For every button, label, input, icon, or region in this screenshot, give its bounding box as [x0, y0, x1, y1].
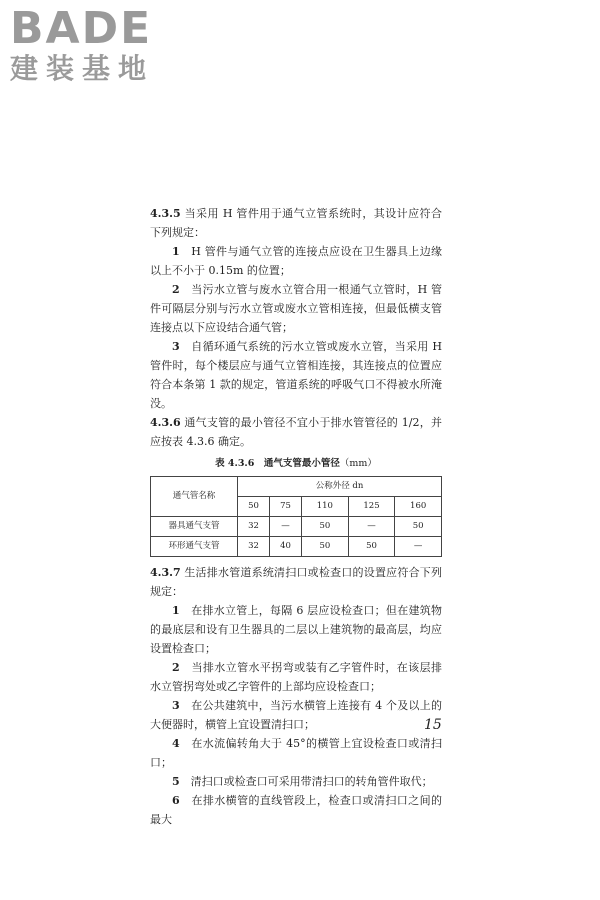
clause-item: 5 清扫口或检查口可采用带清扫口的转角管件取代；: [172, 775, 433, 788]
clause-text: 生活排水管道系统清扫口或检查口的设置应符合下列规定：: [150, 566, 443, 598]
logo-subtitle: 建装基地: [10, 52, 155, 85]
clause-4-3-7: [150, 563, 442, 601]
clause-item: 1 H 管件与通气立管的连接点应设在卫生器具上边缘以上不小于 0.15m 的位置；: [150, 245, 443, 277]
table-header-dn: 公称外径 dn: [238, 477, 442, 497]
page-content: [150, 204, 442, 829]
table-size-row: 50 75 110 125 160: [151, 497, 442, 517]
clause-item: 6 在排水横管的直线管段上，检查口或清扫口之间的最大: [150, 794, 442, 826]
clause-item: 2 当污水立管与废水立管合用一根通气立管时，H 管件可隔层分别与污水立管或废水立管相连接，但最低横支管连接点以下应设结合通气管；: [150, 283, 443, 334]
clause-number: 4.3.7: [150, 566, 181, 579]
clause-number: 4.3.5: [150, 207, 181, 220]
logo-brand: BADE: [10, 3, 153, 54]
clause-number: 4.3.6: [150, 416, 181, 429]
vent-pipe-table: [150, 476, 442, 557]
table-caption: 表 4.3.6 通气支管最小管径（mm）: [215, 458, 377, 469]
page-number: 15: [424, 717, 442, 733]
clause-4-3-6: [150, 413, 442, 451]
bade-logo: [10, 3, 185, 86]
clause-text: 通气支管的最小管径不宜小于排水管管径的 1/2，并应按表 4.3.6 确定。: [150, 416, 442, 448]
clause-item: 3 自循环通气系统的污水立管或废水立管，当采用 H 管件时，每个楼层应与通气立管相连接，其连接点的位置应符合本条第 1 款的规定，管道系统的呼吸气口不得被水所淹没。: [150, 340, 442, 410]
clause-item: 1 在排水立管上，每隔 6 层应设检查口；但在建筑物的最底层和设有卫生器具的二层以上建筑物的最高层，均应设置检查口；: [150, 604, 442, 655]
table-row: 环形通气支管 32 40 50 50 —: [151, 537, 442, 557]
clause-text: 当采用 H 管件用于通气立管系统时，其设计应符合下列规定：: [150, 207, 442, 239]
clause-item: 3 在公共建筑中，当污水横管上连接有 4 个及以上的大便器时，横管上宜设置清扫口；: [150, 699, 442, 731]
clause-item: 2 当排水立管水平拐弯或装有乙字管件时，在该层排水立管拐弯处或乙字管件的上部均应设检查口；: [150, 661, 442, 693]
table-row: 器具通气支管 32 — 50 — 50: [151, 517, 442, 537]
table-header-name: 通气管名称: [151, 477, 238, 517]
clause-4-3-5: [150, 204, 442, 242]
clause-item: 4 在水流偏转角大于 45°的横管上宜设检查口或清扫口；: [150, 737, 443, 769]
